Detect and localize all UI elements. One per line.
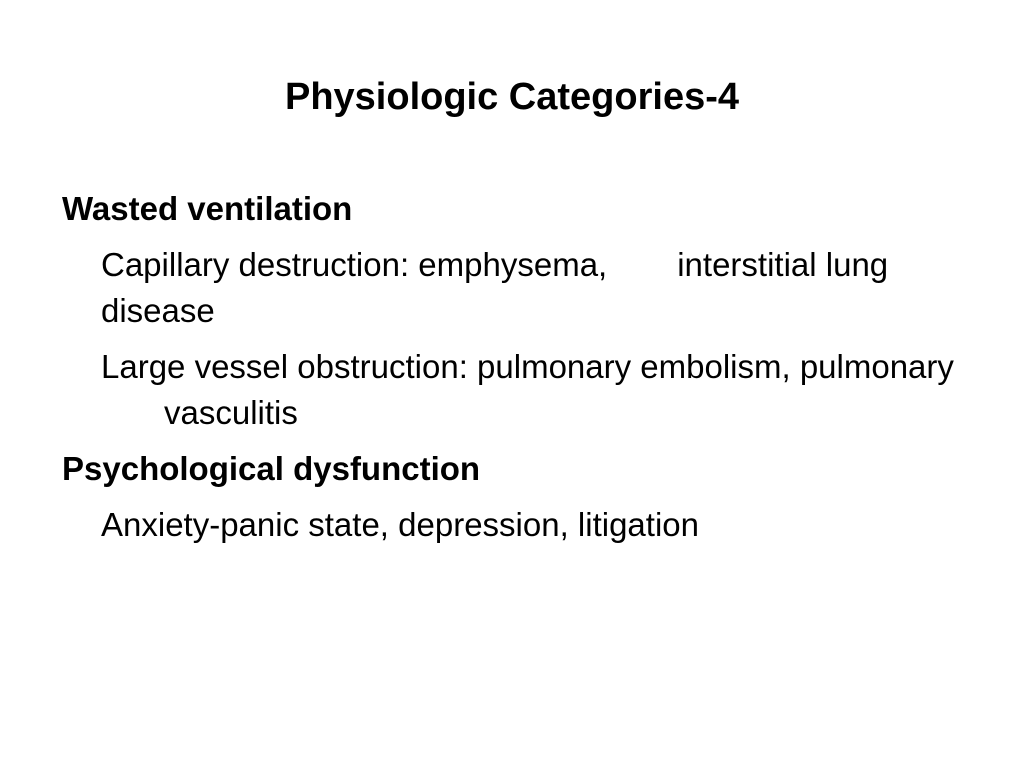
bullet-capillary-destruction-part2: interstitial lung disease (101, 246, 889, 329)
bullet-capillary-destruction-part1: Capillary destruction: emphysema, (101, 246, 608, 283)
bullet-large-vessel-obstruction: Large vessel obstruction: pulmonary embolism, pulmonary vasculitis (101, 348, 954, 431)
section-heading-psychological-dysfunction: Psychological dysfunction (62, 450, 481, 487)
section-heading-wasted-ventilation: Wasted ventilation (62, 190, 353, 227)
bullet-anxiety-panic: Anxiety-panic state, depression, litigation (101, 506, 699, 543)
slide-content (62, 186, 962, 548)
slide-title: Physiologic Categories-4 (284, 76, 739, 118)
bullet-capillary-destruction (62, 242, 946, 334)
